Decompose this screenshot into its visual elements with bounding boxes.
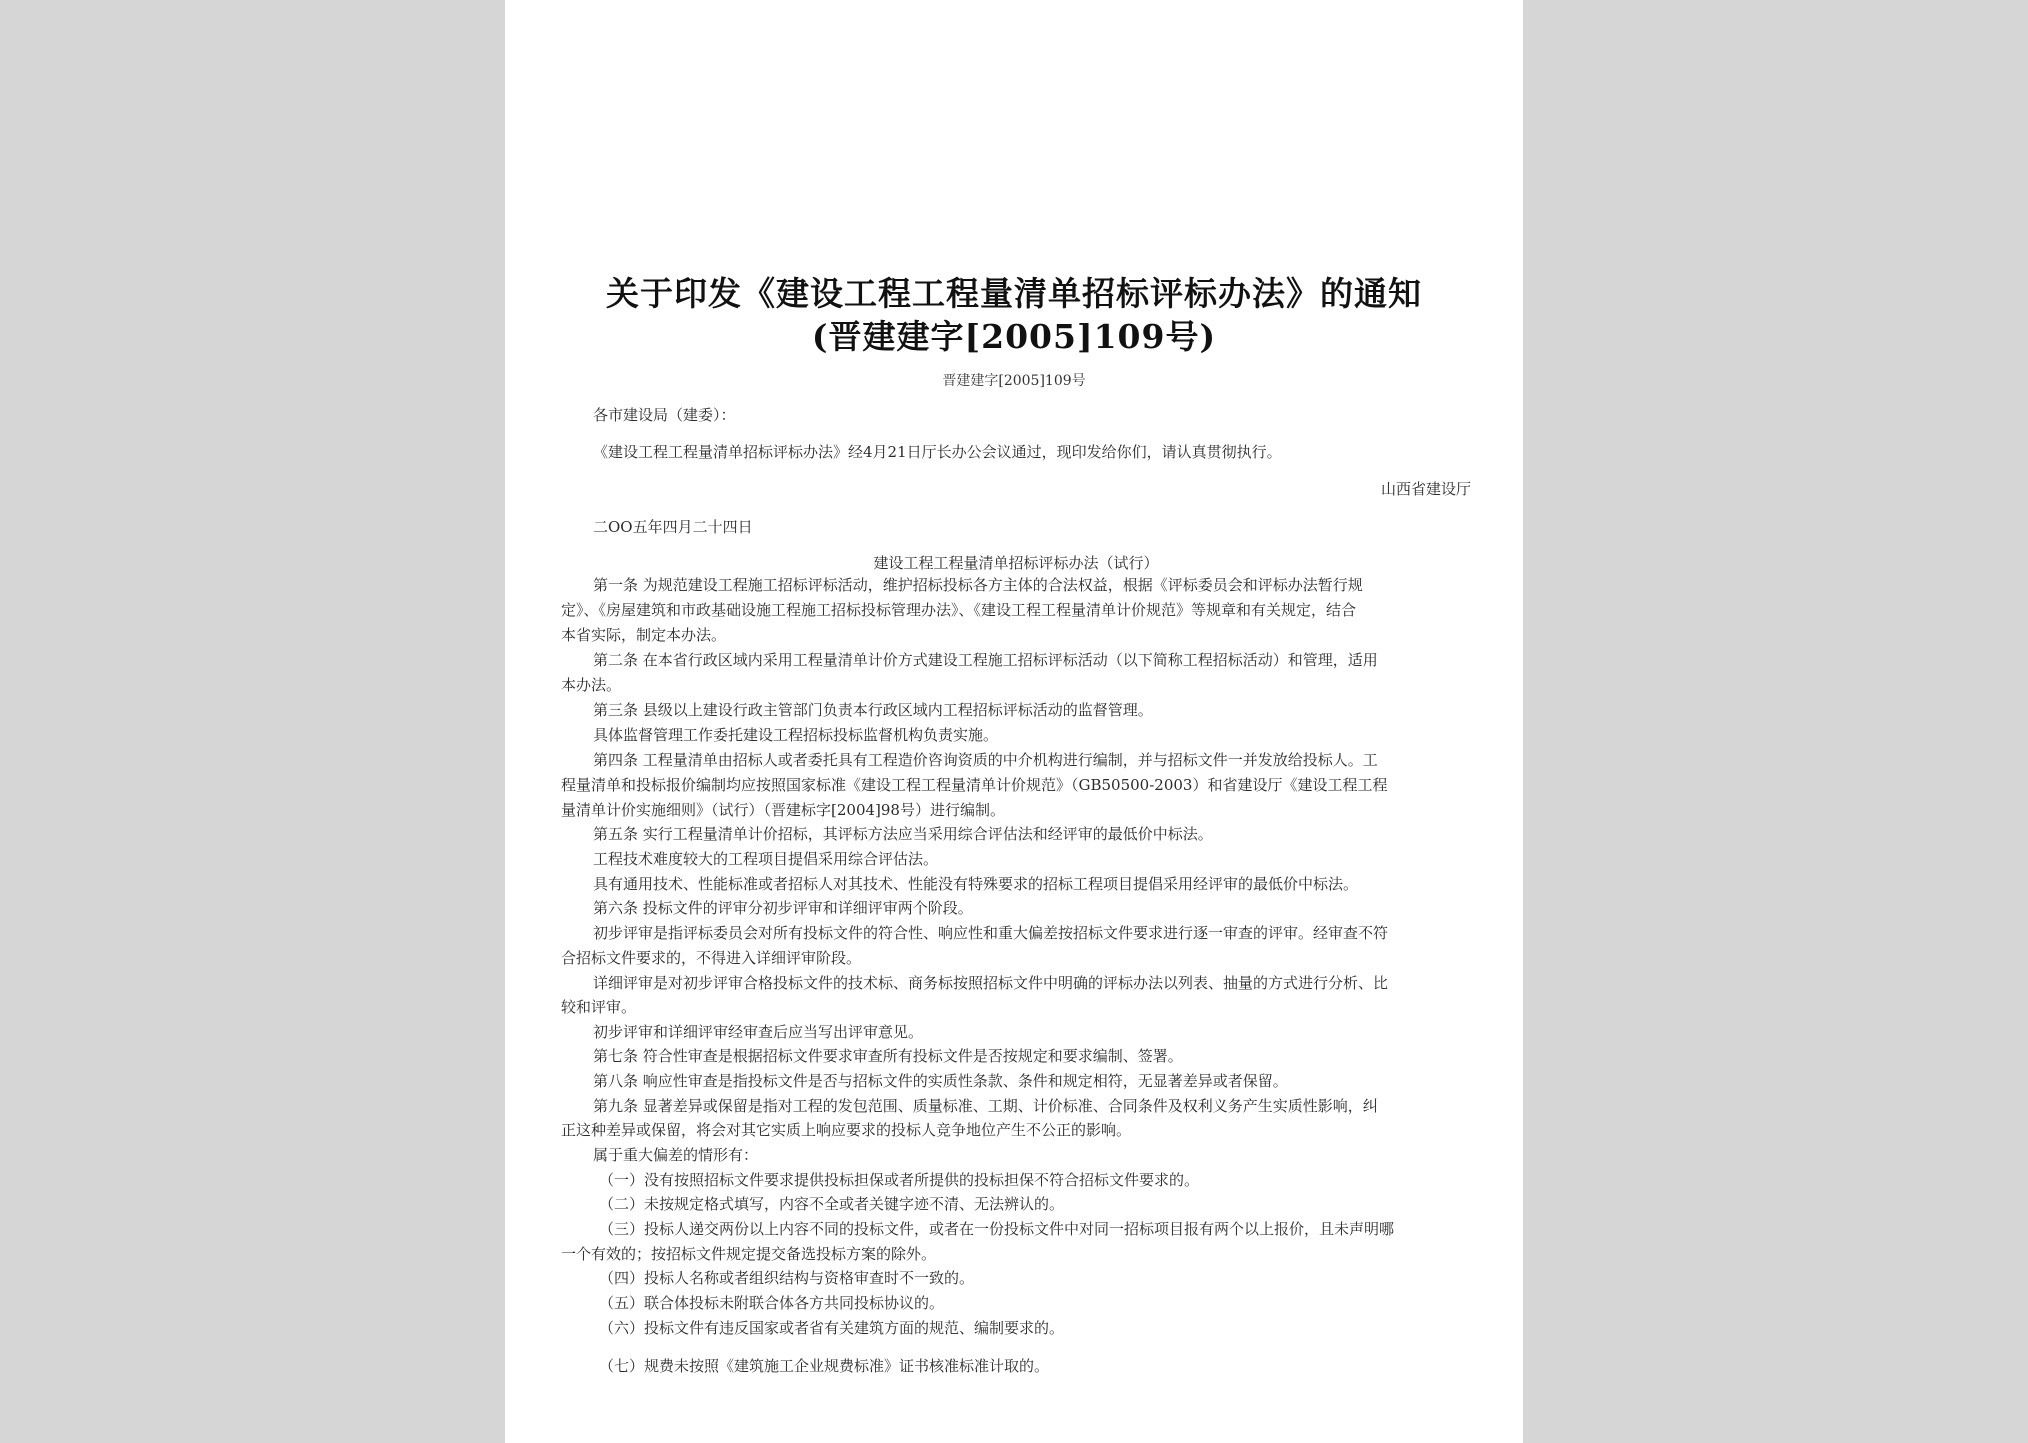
body-line: （五）联合体投标未附联合体各方共同投标协议的。 xyxy=(599,1294,945,1312)
body-line: 工程技术难度较大的工程项目提倡采用综合评估法。 xyxy=(593,850,939,868)
body-line: （一）没有按照招标文件要求提供投标担保或者所提供的投标担保不符合招标文件要求的。 xyxy=(599,1171,1200,1189)
body-line: 第四条 工程量清单由招标人或者委托具有工程造价咨询资质的中介机构进行编制，并与招标文件一并发放给投标人。工 xyxy=(593,751,1378,769)
body-line: 程量清单和投标报价编制均应按照国家标准《建设工程工程量清单计价规范》（GB50500-2003）和省建设厅《建设工程工程 xyxy=(561,776,1388,794)
body-line: 第七条 符合性审查是根据招标文件要求审查所有投标文件是否按规定和要求编制、签署。 xyxy=(593,1047,1183,1065)
body-line: 具有通用技术、性能标准或者招标人对其技术、性能没有特殊要求的招标工程项目提倡采用经评审的最低价中标法。 xyxy=(593,875,1359,893)
body-line: 具体监督管理工作委托建设工程招标投标监督机构负责实施。 xyxy=(593,726,999,744)
body-line: （三）投标人递交两份以上内容不同的投标文件，或者在一份投标文件中对同一招标项目报有两个以上报价，且未声明哪 xyxy=(599,1220,1395,1238)
body-line: 本办法。 xyxy=(561,676,622,694)
body-line: 第九条 显著差异或保留是指对工程的发包范围、质量标准、工期、计价标准、合同条件及权利义务产生实质性影响，纠 xyxy=(593,1097,1378,1115)
body-line: （七）规费未按照《建筑施工企业规费标准》证书核准标准计取的。 xyxy=(599,1357,1050,1375)
body-line: 量清单计价实施细则》（试行）（晋建标字[2004]98号）进行编制。 xyxy=(561,801,1005,819)
page-title-doc-number: (晋建建字[2005]109号) xyxy=(811,317,1217,356)
body-line: 第二条 在本省行政区域内采用工程量清单计价方式建设工程施工招标评标活动（以下简称工程招标活动）和管理，适用 xyxy=(593,651,1378,669)
body-line: 初步评审和详细评审经审查后应当写出评审意见。 xyxy=(593,1023,924,1041)
body-line: 第五条 实行工程量清单计价招标，其评标方法应当采用综合评估法和经评审的最低价中标法。 xyxy=(593,825,1213,843)
body-line: 一个有效的；按招标文件规定提交备选投标方案的除外。 xyxy=(561,1245,937,1263)
page-title: 关于印发《建设工程工程量清单招标评标办法》的通知 xyxy=(606,274,1422,313)
regulation-title: 建设工程工程量清单招标评标办法（试行） xyxy=(873,554,1159,572)
body-line: 第三条 县级以上建设行政主管部门负责本行政区域内工程招标评标活动的监督管理。 xyxy=(593,701,1153,719)
body-line: （四）投标人名称或者组织结构与资格审查时不一致的。 xyxy=(599,1269,975,1287)
body-line: （二）未按规定格式填写，内容不全或者关键字迹不清、无法辨认的。 xyxy=(599,1195,1065,1213)
body-line: 详细评审是对初步评审合格投标文件的技术标、商务标按照招标文件中明确的评标办法以列表、抽量的方式进行分析、比 xyxy=(593,974,1389,992)
document-page xyxy=(505,0,1523,1443)
body-line: 初步评审是指评标委员会对所有投标文件的符合性、响应性和重大偏差按招标文件要求进行逐一审查的评审。经审查不符 xyxy=(593,924,1389,942)
body-line: （六）投标文件有违反国家或者省有关建筑方面的规范、编制要求的。 xyxy=(599,1319,1065,1337)
body-line: 属于重大偏差的情形有： xyxy=(593,1146,759,1164)
salutation: 各市建设局（建委）： xyxy=(593,406,736,424)
body-line: 本省实际，制定本办法。 xyxy=(561,626,727,644)
body-line: 第六条 投标文件的评审分初步评审和详细评审两个阶段。 xyxy=(593,899,973,917)
body-line: 较和评审。 xyxy=(561,998,637,1016)
body-line: 合招标文件要求的，不得进入详细评审阶段。 xyxy=(561,949,862,967)
issue-date: 二OO五年四月二十四日 xyxy=(593,518,753,536)
issuer: 山西省建设厅 xyxy=(1380,480,1471,498)
document-number: 晋建建字[2005]109号 xyxy=(942,373,1086,389)
intro-paragraph: 《建设工程工程量清单招标评标办法》经4月21日厅长办公会议通过，现印发给你们，请认真贯彻执行。 xyxy=(593,443,1282,461)
body-line: 第八条 响应性审查是指投标文件是否与招标文件的实质性条款、条件和规定相符，无显著差异或者保留。 xyxy=(593,1072,1288,1090)
body-line: 定》、《房屋建筑和市政基础设施工程施工招标投标管理办法》、《建设工程工程量清单计价规范》等规章和有关规定，结合 xyxy=(561,601,1357,619)
body-line: 正这种差异或保留，将会对其它实质上响应要求的投标人竞争地位产生不公正的影响。 xyxy=(561,1121,1132,1139)
body-line: 第一条 为规范建设工程施工招标评标活动，维护招标投标各方主体的合法权益，根据《评标委员会和评标办法暂行规 xyxy=(593,576,1363,594)
